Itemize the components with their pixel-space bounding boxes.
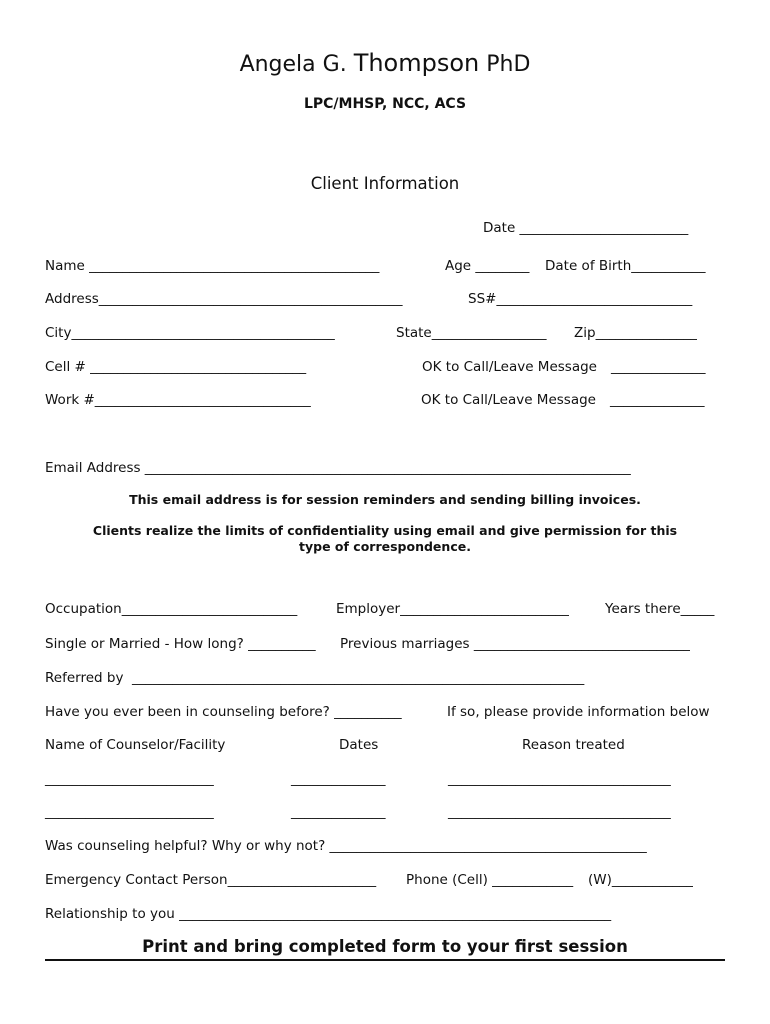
reason-blank-1[interactable]: _________________________________ — [448, 771, 671, 787]
reason-column-header: Reason treated — [522, 737, 625, 753]
therapist-name-last: Thompson — [353, 49, 480, 77]
dates-blank-2[interactable]: ______________ — [291, 804, 386, 820]
occupation-field[interactable]: Occupation__________________________ — [45, 601, 298, 617]
address-field[interactable]: Address_____________________________________________ — [45, 291, 403, 307]
emergency-contact-field[interactable]: Emergency Contact Person______________________ — [45, 872, 377, 888]
referred-by-field[interactable]: Referred by ___________________________________________________________________ — [45, 670, 585, 686]
email-purpose-note: This email address is for session reminders and sending billing invoices. — [129, 492, 641, 507]
emergency-phone-cell-field[interactable]: Phone (Cell) ____________ — [406, 872, 574, 888]
counselor-blank-1[interactable]: _________________________ — [45, 771, 214, 787]
work-phone-field[interactable]: Work #________________________________ — [45, 392, 311, 408]
cell-ok-label: OK to Call/Leave Message — [422, 359, 597, 375]
zip-field[interactable]: Zip_______________ — [574, 325, 697, 341]
confidentiality-note: Clients realize the limits of confidentiality using email and give permission for this type of correspondence. — [92, 523, 678, 554]
date-field[interactable]: Date _________________________ — [483, 220, 689, 236]
counseling-before-field[interactable]: Have you ever been in counseling before? __________ — [45, 704, 402, 720]
counseling-helpful-field[interactable]: Was counseling helpful? Why or why not? _______________________________________________ — [45, 838, 647, 854]
age-field[interactable]: Age ________ — [445, 258, 530, 274]
email-field[interactable]: Email Address ________________________________________________________________________ — [45, 460, 631, 476]
dates-blank-1[interactable]: ______________ — [291, 771, 386, 787]
marital-status-field[interactable]: Single or Married - How long? __________ — [45, 636, 316, 652]
relationship-field[interactable]: Relationship to you ________________________________________________________________ — [45, 906, 612, 922]
if-so-label: If so, please provide information below — [447, 704, 710, 720]
city-field[interactable]: City_______________________________________ — [45, 325, 335, 341]
credentials: LPC/MHSP, NCC, ACS — [303, 96, 467, 112]
emergency-phone-work-field[interactable]: (W)____________ — [588, 872, 693, 888]
employer-field[interactable]: Employer_________________________ — [336, 601, 569, 617]
page-title — [0, 50, 770, 78]
dates-column-header: Dates — [339, 737, 379, 753]
previous-marriages-field[interactable]: Previous marriages ________________________________ — [340, 636, 690, 652]
counselor-column-header: Name of Counselor/Facility — [45, 737, 226, 753]
therapist-name-first: Angela G. — [239, 52, 354, 77]
ssn-field[interactable]: SS#_____________________________ — [468, 291, 693, 307]
work-ok-field[interactable]: ______________ — [610, 392, 705, 408]
years-there-field[interactable]: Years there_____ — [605, 601, 715, 617]
name-field[interactable]: Name ___________________________________________ — [45, 258, 380, 274]
footer-rule — [45, 959, 725, 961]
counselor-blank-2[interactable]: _________________________ — [45, 804, 214, 820]
state-field[interactable]: State_________________ — [396, 325, 547, 341]
section-title: Client Information — [310, 174, 460, 193]
cell-phone-field[interactable]: Cell # ________________________________ — [45, 359, 307, 375]
therapist-degree: PhD — [479, 52, 531, 77]
footer-instruction: Print and bring completed form to your first session — [142, 937, 628, 956]
cell-ok-field[interactable]: ______________ — [611, 359, 706, 375]
dob-field[interactable]: Date of Birth___________ — [545, 258, 706, 274]
reason-blank-2[interactable]: _________________________________ — [448, 804, 671, 820]
work-ok-label: OK to Call/Leave Message — [421, 392, 596, 408]
